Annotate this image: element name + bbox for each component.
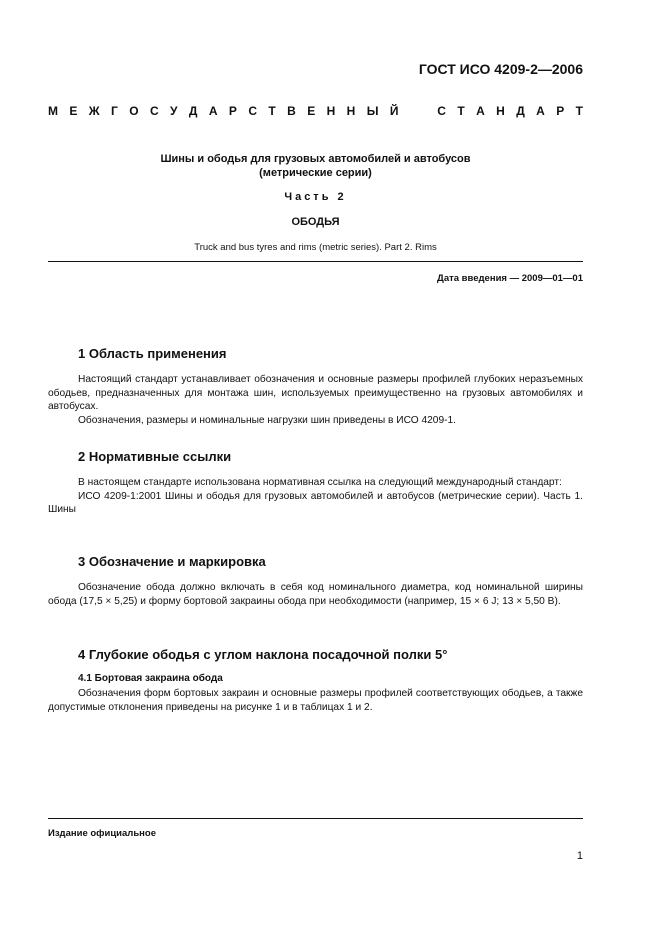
- english-title: Truck and bus tyres and rims (metric series). Part 2. Rims: [194, 242, 437, 253]
- standard-type-letter: Р: [556, 104, 565, 118]
- standard-type-letter: Т: [575, 104, 583, 118]
- section-4-paragraph-1: Обозначения форм бортовых закраин и основные размеры профилей соответствующих ободьев, а также допустимые отклонения приведены на рисунке 1 и в таблицах 1 и 2.: [48, 688, 583, 713]
- introduction-date: Дата введения — 2009—01—01: [437, 273, 583, 284]
- gost-code: ГОСТ ИСО 4209-2—2006: [418, 61, 583, 77]
- section-3-heading: 3 Обозначение и маркировка: [78, 554, 266, 569]
- word-gap: [410, 104, 426, 118]
- standard-type-letter: С: [437, 104, 446, 118]
- section-2-body: [48, 476, 583, 517]
- header-divider: [48, 261, 583, 262]
- standard-type-letter: А: [208, 104, 218, 118]
- section-3-paragraph-1: Обозначение обода должно включать в себя код номинального диаметра, код номинальной ширины обода (17,5 × 5,25) и форму бортовой закраины обода при необходимости (например, 15 × 6 J; 13 × 5,50 B).: [48, 582, 583, 607]
- standard-type-letter: Т: [268, 104, 276, 118]
- standard-type-letter: Д: [188, 104, 198, 118]
- title-line-1: Шины и ободья для грузовых автомобилей и автобусов: [160, 153, 471, 165]
- footer-divider: [48, 818, 583, 819]
- standard-type-letter: М: [48, 104, 58, 118]
- standard-type-letter: Н: [496, 104, 505, 118]
- edition-label: Издание официальное: [48, 828, 156, 839]
- standard-type-letter: Д: [516, 104, 525, 118]
- part-label: Часть 2: [284, 191, 347, 203]
- standard-type-letter: Н: [326, 104, 336, 118]
- section-1-paragraph-1: Настоящий стандарт устанавливает обозначения и основные размеры профилей глубоких неразъемных ободьев, предназначенных для монтажа шин, используемых преимущественно на грузовых автомобилях и автобусах.: [48, 374, 583, 412]
- standard-type-letter: А: [536, 104, 545, 118]
- standard-type-letter: Ы: [366, 104, 379, 118]
- standard-type-letter: Н: [346, 104, 356, 118]
- standard-type-letter: С: [149, 104, 159, 118]
- standard-type-letter: Й: [389, 104, 399, 118]
- subsection-4-1-heading: 4.1 Бортовая закраина обода: [78, 673, 223, 684]
- section-4-body: [48, 687, 583, 714]
- standard-type-letter: Е: [69, 104, 78, 118]
- standard-type-letter: В: [287, 104, 296, 118]
- title-line-2: (метрические серии): [259, 167, 372, 179]
- standard-type-letter: С: [248, 104, 257, 118]
- page-number: 1: [576, 850, 583, 862]
- standard-type-letter: А: [476, 104, 485, 118]
- standard-type-letter: Ж: [88, 104, 100, 118]
- section-2-paragraph-1: В настоящем стандарте использована нормативная ссылка на следующий международный стандарт:: [78, 477, 562, 488]
- document-subtitle: ОБОДЬЯ: [291, 216, 340, 228]
- section-2-reference: ИСО 4209-1:2001 Шины и ободья для грузовых автомобилей и автобусов (метрические серии). Часть 1. Шины: [48, 490, 583, 515]
- section-1-body: [48, 373, 583, 427]
- section-4-heading: 4 Глубокие ободья с углом наклона посадочной полки 5°: [78, 647, 448, 662]
- section-2-heading: 2 Нормативные ссылки: [78, 449, 232, 464]
- standard-type-letter: Е: [307, 104, 316, 118]
- standard-type-letter: О: [129, 104, 139, 118]
- section-1-heading: 1 Область применения: [78, 346, 227, 361]
- standard-type-letter: У: [170, 104, 178, 118]
- document-title: [48, 152, 583, 180]
- section-3-body: [48, 581, 583, 608]
- standard-type-letter: Т: [457, 104, 465, 118]
- standard-type-letter: Р: [228, 104, 237, 118]
- section-1-paragraph-2: Обозначения, размеры и номинальные нагрузки шин приведены в ИСО 4209-1.: [78, 414, 457, 426]
- standard-type-letter: Г: [111, 104, 118, 118]
- standard-type-heading: [48, 104, 583, 118]
